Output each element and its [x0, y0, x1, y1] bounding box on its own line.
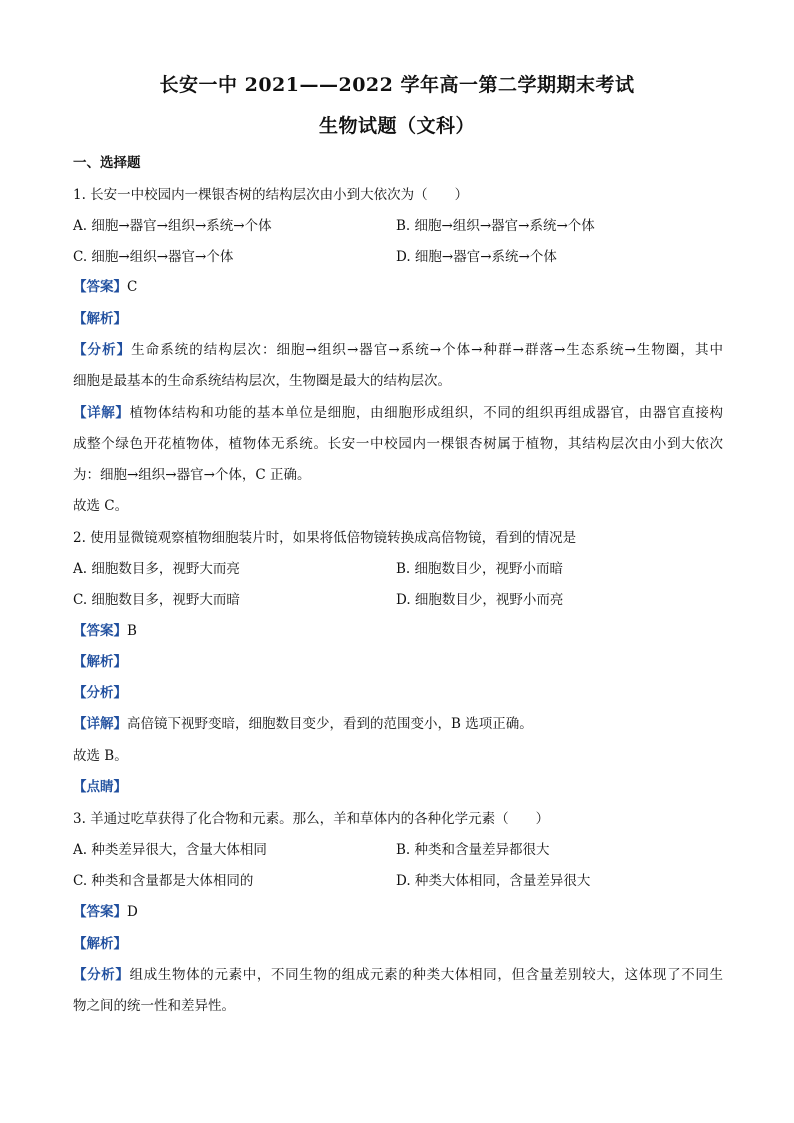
q1-answer-line [73, 275, 137, 295]
q3-option-c: C. 种类和含量都是大体相同的 [73, 873, 254, 889]
q1-answer: C [127, 279, 138, 295]
q3-answer-line: 【答案】D [73, 904, 138, 920]
q3-answer: D [127, 904, 138, 920]
q2-option-c: C. 细胞数目多，视野大而暗 [73, 592, 240, 608]
q2-explanation-label: 【解析】 [73, 654, 127, 670]
q1-option-d: D. 细胞→器官→系统→个体 [396, 249, 557, 265]
q2-answer-line: 【答案】B [73, 623, 137, 639]
q2-stem: 2. 使用显微镜观察植物细胞装片时，如果将低倍物镜转换成高倍物镜，看到的情况是 [73, 530, 577, 546]
q1-option-b: B. 细胞→组织→器官→系统→个体 [396, 218, 595, 234]
q2-conclusion: 故选 B。 [73, 748, 128, 764]
q3-option-b: B. 种类和含量差异都很大 [396, 842, 550, 858]
q2-analysis-label: 【分析】 [73, 685, 127, 701]
q3-stem: 3. 羊通过吃草获得了化合物和元素。那么，羊和草体内的各种化学元素（ ） [73, 811, 550, 827]
q3-analysis-line-1: 【分析】组成生物体的元素中，不同生物的组成元素的种类大体相同，但含量差别较大，这体现了不同生 [73, 967, 723, 983]
q1-detail-line-2: 成整个绿色开花植物体，植物体无系统。长安一中校园内一棵银杏树属于植物，其结构层次由小到大依次 [73, 436, 723, 452]
q2-option-b: B. 细胞数目少，视野小而暗 [396, 561, 564, 577]
answer-label: 【答案】 [73, 279, 127, 295]
q2-option-a: A. 细胞数目多，视野大而亮 [73, 561, 240, 577]
q1-option-c: C. 细胞→组织→器官→个体 [73, 249, 234, 265]
q3-analysis-line-2: 物之间的统一性和差异性。 [73, 998, 235, 1014]
q1-analysis-line-2: 细胞是最基本的生命系统结构层次，生物圈是最大的结构层次。 [73, 373, 451, 389]
page-subtitle: 生物试题（文科） [318, 115, 475, 137]
q2-option-d: D. 细胞数目少，视野小而亮 [396, 592, 564, 608]
q1-stem: 1. 长安一中校园内一棵银杏树的结构层次由小到大依次为（ ） [73, 187, 469, 203]
q1-explanation-label: 【解析】 [73, 311, 127, 327]
q3-explanation-label: 【解析】 [73, 936, 127, 952]
q1-detail-line-3: 为：细胞→组织→器官→个体，C 正确。 [73, 467, 311, 483]
q2-detail: 【详解】高倍镜下视野变暗，细胞数目变少，看到的范围变小，B 选项正确。 [73, 716, 533, 732]
q1-detail-line-1: 【详解】植物体结构和功能的基本单位是细胞，由细胞形成组织，不同的组织再组成器官，由器官直接构 [73, 405, 723, 421]
q2-answer: B [127, 623, 137, 639]
section-heading: 一、选择题 [73, 155, 141, 171]
q2-comment-label: 【点睛】 [73, 779, 127, 795]
q3-option-a: A. 种类差异很大，含量大体相同 [73, 842, 267, 858]
q3-option-d: D. 种类大体相同，含量差异很大 [396, 873, 591, 889]
q1-conclusion: 故选 C。 [73, 498, 129, 514]
page-title: 长安一中 2021——2022 学年高一第二学期期末考试 [159, 74, 635, 96]
q1-analysis-line-1: 【分析】生命系统的结构层次：细胞→组织→器官→系统→个体→种群→群落→生态系统→生物圈，其中 [73, 342, 723, 358]
q1-option-a: A. 细胞→器官→组织→系统→个体 [73, 218, 272, 234]
